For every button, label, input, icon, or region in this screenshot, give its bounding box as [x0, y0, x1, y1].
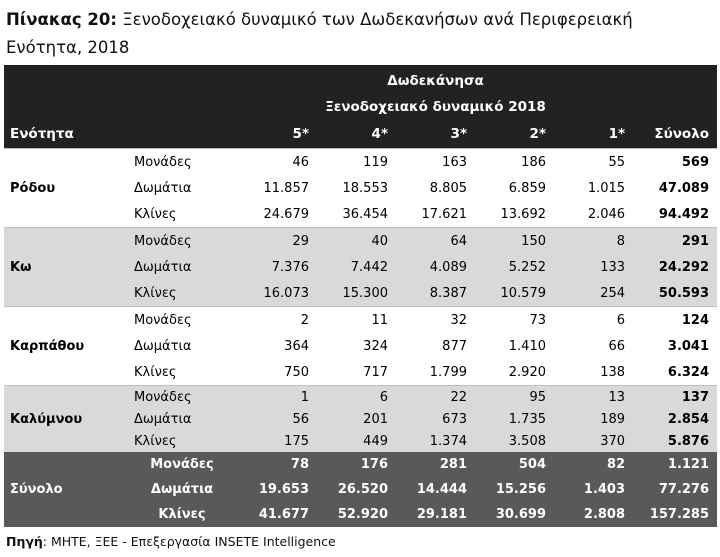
source-note [6, 534, 336, 549]
cell: 24.679 [238, 201, 317, 228]
row-label: Δωμάτια [130, 477, 238, 502]
cell: 46 [238, 149, 317, 176]
cell: 2.046 [554, 201, 633, 228]
total-cell: 50.593 [633, 280, 717, 307]
cell: 1.403 [554, 477, 633, 502]
row-label: Κλίνες [130, 201, 238, 228]
row-label: Δωμάτια [130, 333, 238, 359]
cell: 175 [238, 430, 317, 452]
total-cell: 94.492 [633, 201, 717, 228]
cell: 449 [317, 430, 396, 452]
hotel-capacity-table [4, 65, 717, 527]
cell: 55 [554, 149, 633, 176]
cell: 8.805 [396, 175, 475, 201]
cell: 78 [238, 452, 317, 477]
table-caption: Ξενοδοχειακό δυναμικό των Δωδεκανήσων ανά Περιφερειακή Ενότητα, 2018 [6, 10, 633, 57]
row-label: Δωμάτια [130, 408, 238, 430]
cell: 7.376 [238, 254, 317, 280]
cell: 138 [554, 359, 633, 386]
cell: 11.857 [238, 175, 317, 201]
cell: 16.073 [238, 280, 317, 307]
cell: 877 [396, 333, 475, 359]
cell: 163 [396, 149, 475, 176]
cell: 673 [396, 408, 475, 430]
header-col-2star: 2* [475, 120, 554, 149]
cell: 8.387 [396, 280, 475, 307]
table-row [4, 149, 717, 176]
row-label: Μονάδες [130, 149, 238, 176]
cell: 2.920 [475, 359, 554, 386]
cell: 6.859 [475, 175, 554, 201]
cell: 29.181 [396, 502, 475, 527]
total-cell: 47.089 [633, 175, 717, 201]
header-unit: Ενότητα [4, 120, 130, 149]
group-name: Ρόδου [4, 149, 130, 228]
group-rodos [4, 149, 717, 228]
total-cell: 291 [633, 228, 717, 255]
cell: 15.300 [317, 280, 396, 307]
cell: 750 [238, 359, 317, 386]
cell: 6 [554, 307, 633, 334]
row-label: Κλίνες [130, 430, 238, 452]
cell: 13 [554, 386, 633, 409]
total-cell: 6.324 [633, 359, 717, 386]
cell: 4.089 [396, 254, 475, 280]
row-label: Δωμάτια [130, 175, 238, 201]
header-subtitle: Ξενοδοχειακό δυναμικό 2018 [238, 94, 633, 120]
cell: 281 [396, 452, 475, 477]
header-col-3star: 3* [396, 120, 475, 149]
cell: 30.699 [475, 502, 554, 527]
cell: 1.799 [396, 359, 475, 386]
cell: 1.374 [396, 430, 475, 452]
source-text: : ΜΗΤΕ, ΞΕΕ - Επεξεργασία INSETE Intelligence [42, 534, 336, 549]
total-cell: 569 [633, 149, 717, 176]
cell: 82 [554, 452, 633, 477]
cell: 370 [554, 430, 633, 452]
cell: 36.454 [317, 201, 396, 228]
row-label: Κλίνες [130, 280, 238, 307]
cell: 7.442 [317, 254, 396, 280]
row-label: Δωμάτια [130, 254, 238, 280]
cell: 29 [238, 228, 317, 255]
cell: 32 [396, 307, 475, 334]
cell: 95 [475, 386, 554, 409]
table-row [4, 228, 717, 255]
source-label: Πηγή [6, 534, 43, 549]
cell: 26.520 [317, 477, 396, 502]
cell: 41.677 [238, 502, 317, 527]
cell: 254 [554, 280, 633, 307]
cell: 56 [238, 408, 317, 430]
header-col-1star: 1* [554, 120, 633, 149]
cell: 5.252 [475, 254, 554, 280]
table-number: Πίνακας 20: [6, 10, 117, 29]
group-karpathos [4, 307, 717, 386]
cell: 189 [554, 408, 633, 430]
table-title [6, 6, 714, 62]
cell: 11 [317, 307, 396, 334]
group-name: Κω [4, 228, 130, 307]
cell: 2 [238, 307, 317, 334]
cell: 6 [317, 386, 396, 409]
table-row [4, 386, 717, 409]
cell: 1.015 [554, 175, 633, 201]
header-col-4star: 4* [317, 120, 396, 149]
header-col-5star: 5* [238, 120, 317, 149]
table-header [4, 65, 717, 149]
cell: 18.553 [317, 175, 396, 201]
row-label: Μονάδες [130, 307, 238, 334]
cell: 186 [475, 149, 554, 176]
cell: 15.256 [475, 477, 554, 502]
cell: 133 [554, 254, 633, 280]
header-col-total: Σύνολο [633, 120, 717, 149]
cell: 176 [317, 452, 396, 477]
cell: 1.735 [475, 408, 554, 430]
cell: 17.621 [396, 201, 475, 228]
table-row [4, 307, 717, 334]
total-cell: 3.041 [633, 333, 717, 359]
row-label: Μονάδες [130, 386, 238, 409]
cell: 13.692 [475, 201, 554, 228]
total-cell: 124 [633, 307, 717, 334]
cell: 1 [238, 386, 317, 409]
row-label: Μονάδες [130, 228, 238, 255]
total-cell: 1.121 [633, 452, 717, 477]
cell: 504 [475, 452, 554, 477]
cell: 52.920 [317, 502, 396, 527]
cell: 3.508 [475, 430, 554, 452]
cell: 2.808 [554, 502, 633, 527]
cell: 324 [317, 333, 396, 359]
group-name: Καλύμνου [4, 386, 130, 453]
group-kos [4, 228, 717, 307]
cell: 119 [317, 149, 396, 176]
cell: 10.579 [475, 280, 554, 307]
cell: 150 [475, 228, 554, 255]
total-cell: 2.854 [633, 408, 717, 430]
total-cell: 24.292 [633, 254, 717, 280]
cell: 40 [317, 228, 396, 255]
cell: 8 [554, 228, 633, 255]
cell: 64 [396, 228, 475, 255]
cell: 66 [554, 333, 633, 359]
header-region: Δωδεκάνησα [238, 65, 633, 94]
row-label: Μονάδες [130, 452, 238, 477]
cell: 22 [396, 386, 475, 409]
total-cell: 137 [633, 386, 717, 409]
cell: 73 [475, 307, 554, 334]
group-name: Καρπάθου [4, 307, 130, 386]
group-kalymnos [4, 386, 717, 453]
row-label: Κλίνες [130, 502, 238, 527]
summary-name: Σύνολο [4, 452, 130, 527]
row-label: Κλίνες [130, 359, 238, 386]
total-cell: 5.876 [633, 430, 717, 452]
cell: 19.653 [238, 477, 317, 502]
cell: 14.444 [396, 477, 475, 502]
cell: 364 [238, 333, 317, 359]
total-cell: 157.285 [633, 502, 717, 527]
cell: 1.410 [475, 333, 554, 359]
total-cell: 77.276 [633, 477, 717, 502]
group-total [4, 452, 717, 527]
table-row [4, 452, 717, 477]
cell: 717 [317, 359, 396, 386]
cell: 201 [317, 408, 396, 430]
